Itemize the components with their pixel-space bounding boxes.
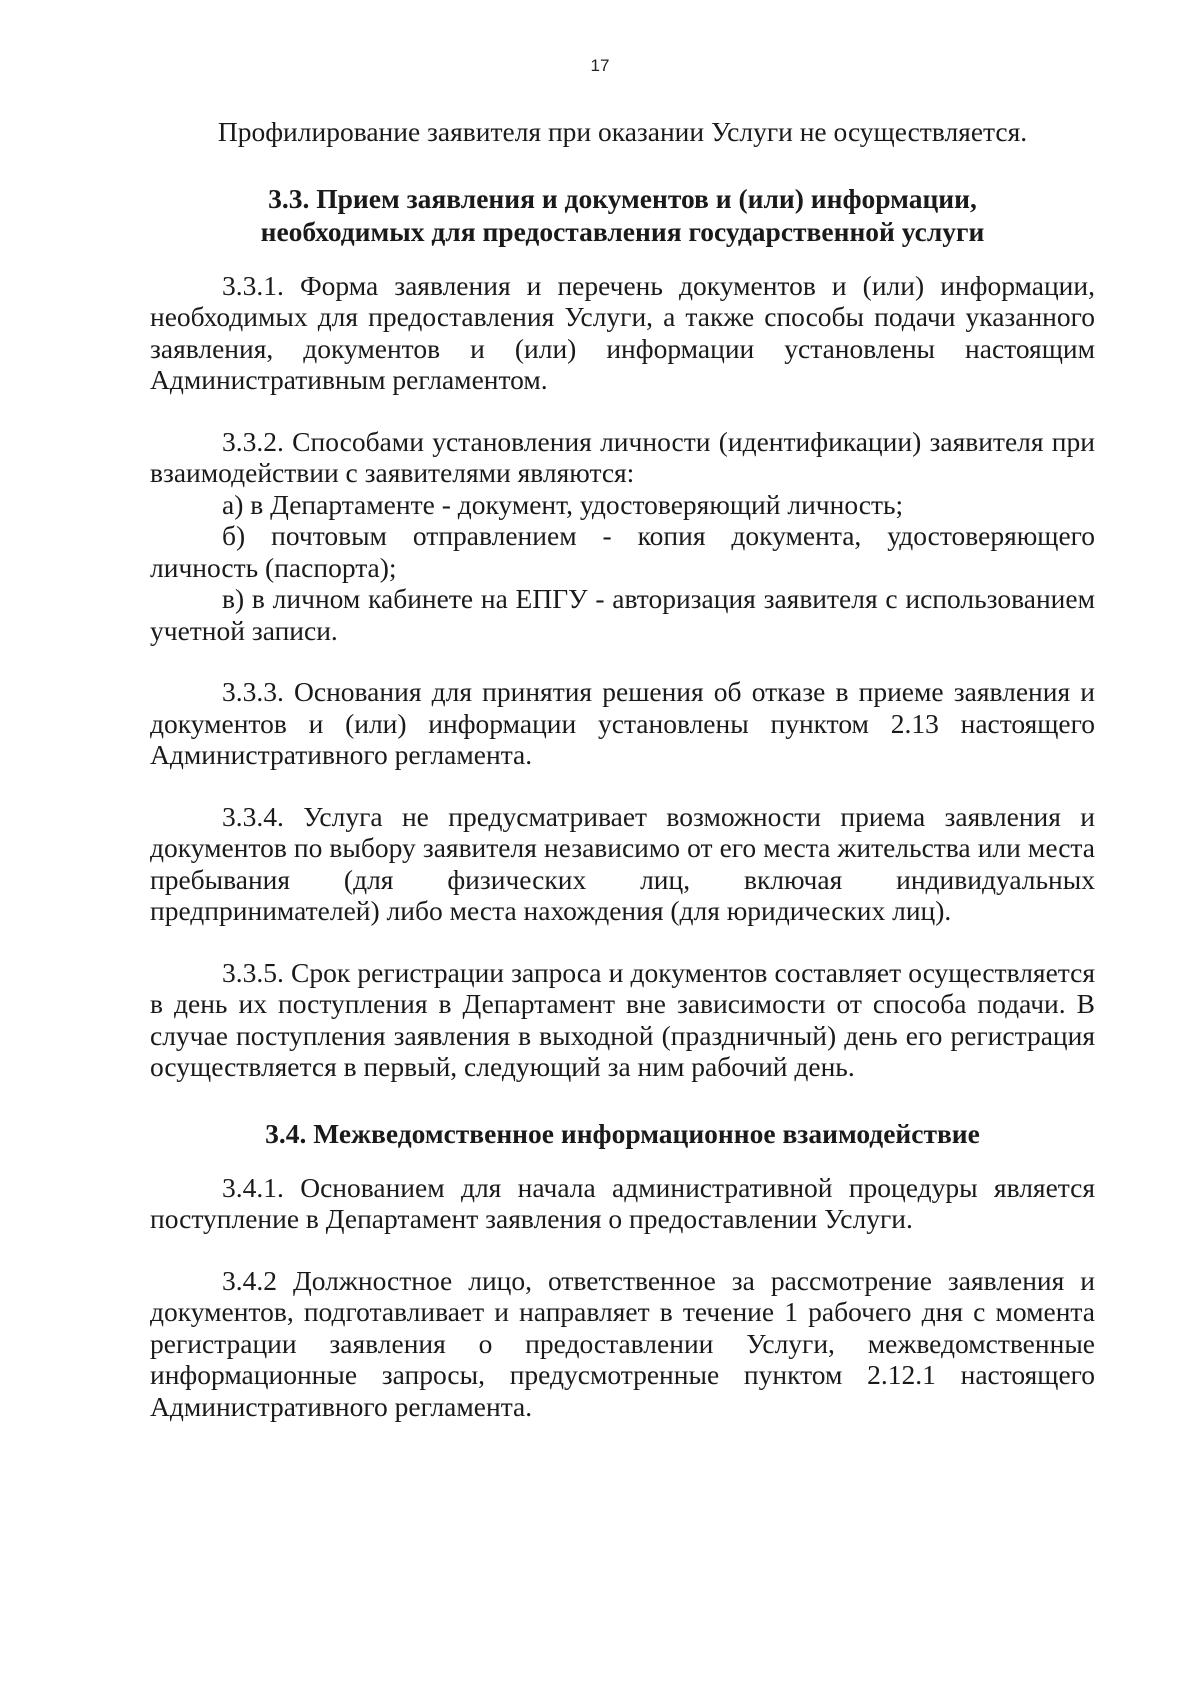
paragraph-3-3-2-a: а) в Департаменте - документ, удостоверяющий личность; <box>222 488 904 520</box>
paragraph-intro: Профилирование заявителя при оказании Услуги не осуществляется. <box>217 116 1028 147</box>
paragraph-3-3-3: 3.3.3. Основания для принятия решения об отказе в приеме заявления и документов и (или) информации установлены пунктом 2.13 настоящего Административного регламента. <box>150 676 1095 770</box>
paragraph-3-3-2-v: в) в личном кабинете на ЕПГУ - авторизация заявителя с использованием учетной записи. <box>150 583 1095 646</box>
paragraph-3-4-2: 3.4.2 Должностное лицо, ответственное за рассмотрение заявления и документов, подготавливает и направляет в течение 1 рабочего дня с момента регистрации заявления о предоставлении Услуги, межведомственные информационные запросы, предусмотренные пунктом 2.12.1 настоящего Административного регламента. <box>150 1264 1095 1422</box>
paragraph-3-3-2: 3.3.2. Способами установления личности (идентификации) заявителя при взаимодействии с заявителями являются: <box>150 425 1095 488</box>
paragraph-3-3-1: 3.3.1. Форма заявления и перечень документов и (или) информации, необходимых для предоставления Услуги, а также способы подачи указанного заявления, документов и (или) информации установлены настоящим Административным регламентом. <box>150 269 1095 395</box>
paragraph-3-3-5: 3.3.5. Срок регистрации запроса и документов составляет осуществляется в день их поступления в Департамент вне зависимости от способа подачи. В случае поступления заявления в выходной (праздничный) день его регистрация осуществляется в первый, следующий за ним рабочий день. <box>150 956 1095 1082</box>
paragraph-3-3-4: 3.3.4. Услуга не предусматривает возможности приема заявления и документов по выбору заявителя независимо от его места жительства или места пребывания (для физических лиц, включая индивидуальных предпринимателей) либо места нахождения (для юридических лиц). <box>150 800 1095 926</box>
section-heading-3-3-line1: 3.3. Прием заявления и документов и (или) информации, <box>268 182 977 214</box>
section-heading-3-4: 3.4. Межведомственное информационное взаимодействие <box>265 1117 980 1149</box>
page-number: 17 <box>590 56 610 75</box>
paragraph-3-3-2-b: б) почтовым отправлением - копия документа, удостоверяющего личность (паспорта); <box>150 520 1095 583</box>
section-heading-3-3-line2: необходимых для предоставления государственной услуги <box>260 215 985 247</box>
paragraph-3-4-1: 3.4.1. Основанием для начала административной процедуры является поступление в Департамент заявления о предоставлении Услуги. <box>150 1171 1095 1234</box>
document-body <box>150 116 1095 1422</box>
